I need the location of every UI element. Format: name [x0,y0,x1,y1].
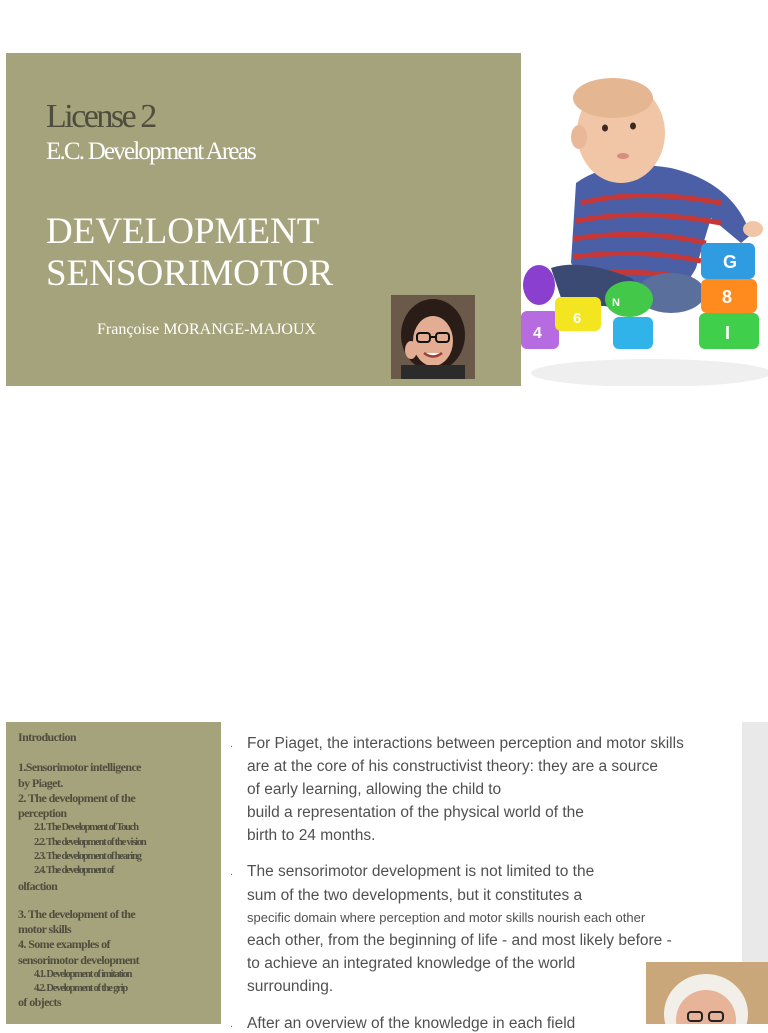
body-line: After an overview of the knowledge in each field [247,1015,576,1032]
cup-letter-4: 4 [533,325,542,342]
cup-letter-i: I [725,323,731,343]
toc-item-2-1[interactable]: 2.1. The Development of Touch [34,822,138,833]
toc-item-4[interactable]: 4. Some examples of [18,937,110,951]
baby-stacking-cups-photo [521,53,768,386]
toc-item-4-2-cont: of objects [18,995,61,1009]
toc-item-3[interactable]: 3. The development of the [18,907,136,921]
body-line: build a representation of the physical world of the [247,804,584,821]
bullet-marker: . [230,738,234,750]
author-portrait [391,295,475,379]
body-line: each other, from the beginning of life - and most likely before - [247,932,672,949]
table-of-contents [6,722,221,1024]
body-line: of early learning, allowing the child to [247,781,502,798]
body-line: sum of the two developments, but it constitutes a [247,887,583,904]
toc-item-2-4-cont: olfaction [18,879,58,893]
author-name: Françoise MORANGE-MAJOUX [97,321,317,338]
cup-letter-8: 8 [722,287,733,307]
toc-item-1[interactable]: 1.Sensorimotor intelligence [18,760,141,774]
toc-item-2[interactable]: 2. The development of the [18,791,136,805]
slide-title-line2: SENSORIMOTOR [46,253,334,294]
toc-item-introduction[interactable]: Introduction [18,730,76,744]
toc-item-4-1[interactable]: 4.1. Development of imitation [34,969,132,980]
body-line: For Piaget, the interactions between perception and motor skills [247,735,684,752]
cup-letter-g: G [723,252,738,272]
toc-item-4-2[interactable]: 4.2. Development of the grip [34,983,127,994]
cup-letter-6: 6 [573,310,582,327]
body-line: The sensorimotor development is not limited to the [247,863,595,880]
course-area: E.C. Development Areas [46,138,255,165]
bullet-marker: . [230,1018,234,1030]
toc-item-2-4[interactable]: 2.4. The development of [34,865,114,876]
toc-item-2-2[interactable]: 2.2. The development of the vision [34,837,146,848]
toc-item-2-3[interactable]: 2.3. The development of hearing [34,851,141,862]
toc-item-1-cont: by Piaget. [18,776,63,790]
body-line: surrounding. [247,978,334,995]
body-line: birth to 24 months. [247,827,376,844]
course-level: License 2 [46,98,155,135]
cup-letter-n: N [612,297,620,309]
toc-item-3-cont: motor skills [18,922,71,936]
toc-item-4-cont: sensorimotor development [18,953,140,967]
body-line: specific domain where perception and motor skills nourish each other [247,910,646,925]
body-line: to achieve an integrated knowledge of the world [247,955,576,972]
slide-title-line1: DEVELOPMENT [46,211,320,252]
bullet-marker: . [230,866,234,878]
title-slide [6,53,768,386]
toc-item-2-cont: perception [18,806,67,820]
piaget-portrait [646,962,768,1024]
body-line: are at the core of his constructivist theory: they are a source [247,758,658,775]
